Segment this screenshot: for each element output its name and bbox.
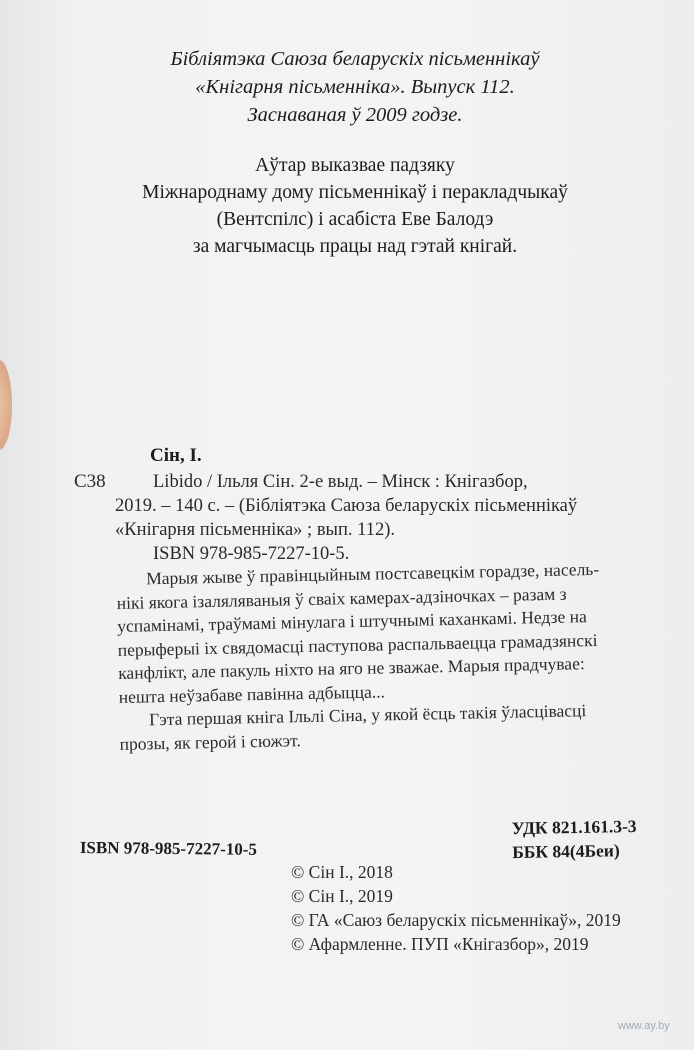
series-line: «Кнігарня пісьменніка». Выпуск 112. [195, 76, 515, 98]
bbk-code: ББК 84(4Беи) [512, 840, 620, 863]
isbn: ISBN 978-985-7227-10-5 [79, 837, 258, 859]
series-line: Заснаваная ў 2009 годзе. [247, 104, 463, 126]
series-info [100, 45, 610, 129]
copyright-line: © Сін І., 2018 [291, 862, 393, 882]
finger-shadow [0, 360, 12, 450]
biblio-line: Libido / Ільля Сін. 2-е выд. – Мінск : Кнігазбор, [153, 472, 528, 492]
biblio-line: 2019. – 140 с. – (Бібліятэка Саюза беларускіх пісьменнікаў [115, 496, 578, 516]
annotation [116, 557, 640, 756]
copyright-line: © Афармленне. ПУП «Кнігазбор», 2019 [291, 934, 589, 954]
biblio-line: «Кнігарня пісьменніка» ; вып. 112). [115, 520, 395, 540]
udk-code: УДК 821.161.3-3 [511, 815, 637, 839]
copyright-line: © Сін І., 2019 [291, 886, 393, 906]
annotation-line: нешта неўзабаве павінна адбыцца... [118, 680, 386, 707]
biblio-isbn-line: ISBN 978-985-7227-10-5. [153, 544, 350, 564]
thanks-line: за магчымасць працы над гэтай кнігай. [192, 236, 518, 257]
catalog-author: Сін, І. [150, 445, 202, 466]
classification-codes [512, 814, 638, 864]
site-watermark: www.ay.by [618, 1020, 670, 1032]
copyright-notices [291, 860, 621, 956]
thanks-line: Міжнароднаму дому пісьменнікаў і перакладчыкаў [142, 182, 568, 203]
acknowledgements [100, 152, 610, 260]
annotation-line: нікі якога ізаляляваныя ў сваіх камерах-адзіночках – разам з [116, 583, 567, 613]
copyright-line: © ГА «Саюз беларускіх пісьменнікаў», 2019 [291, 910, 621, 930]
catalog-code: С38 [74, 471, 106, 492]
annotation-line: успамінамі, траўмамі мінулага і штучнымі каханкамі. Недзе на [117, 606, 587, 636]
annotation-line: Марыя жыве ў правінцыйным постсавецкім горадзе, насель- [146, 558, 600, 589]
annotation-line: прозы, як герой і сюжэт. [119, 729, 301, 754]
series-line: Бібліятэка Саюза беларускіх пісьменнікаў [170, 48, 540, 70]
thanks-line: (Вентспілс) і асабіста Еве Балодэ [216, 209, 494, 230]
thanks-line: Аўтар выказвае падзяку [255, 155, 455, 176]
annotation-line: перыферыі іх свядомасці паступова распальваецца грамадзянскі [117, 629, 598, 660]
annotation-line: канфлікт, але пакуль ніхто на яго не зважае. Марыя прадчувае: [117, 653, 585, 683]
annotation-line: Гэта першая кніга Ільлі Сіна, у якой ёсць такія ўласцівасці [148, 700, 587, 730]
bibliographic-record [115, 470, 635, 566]
